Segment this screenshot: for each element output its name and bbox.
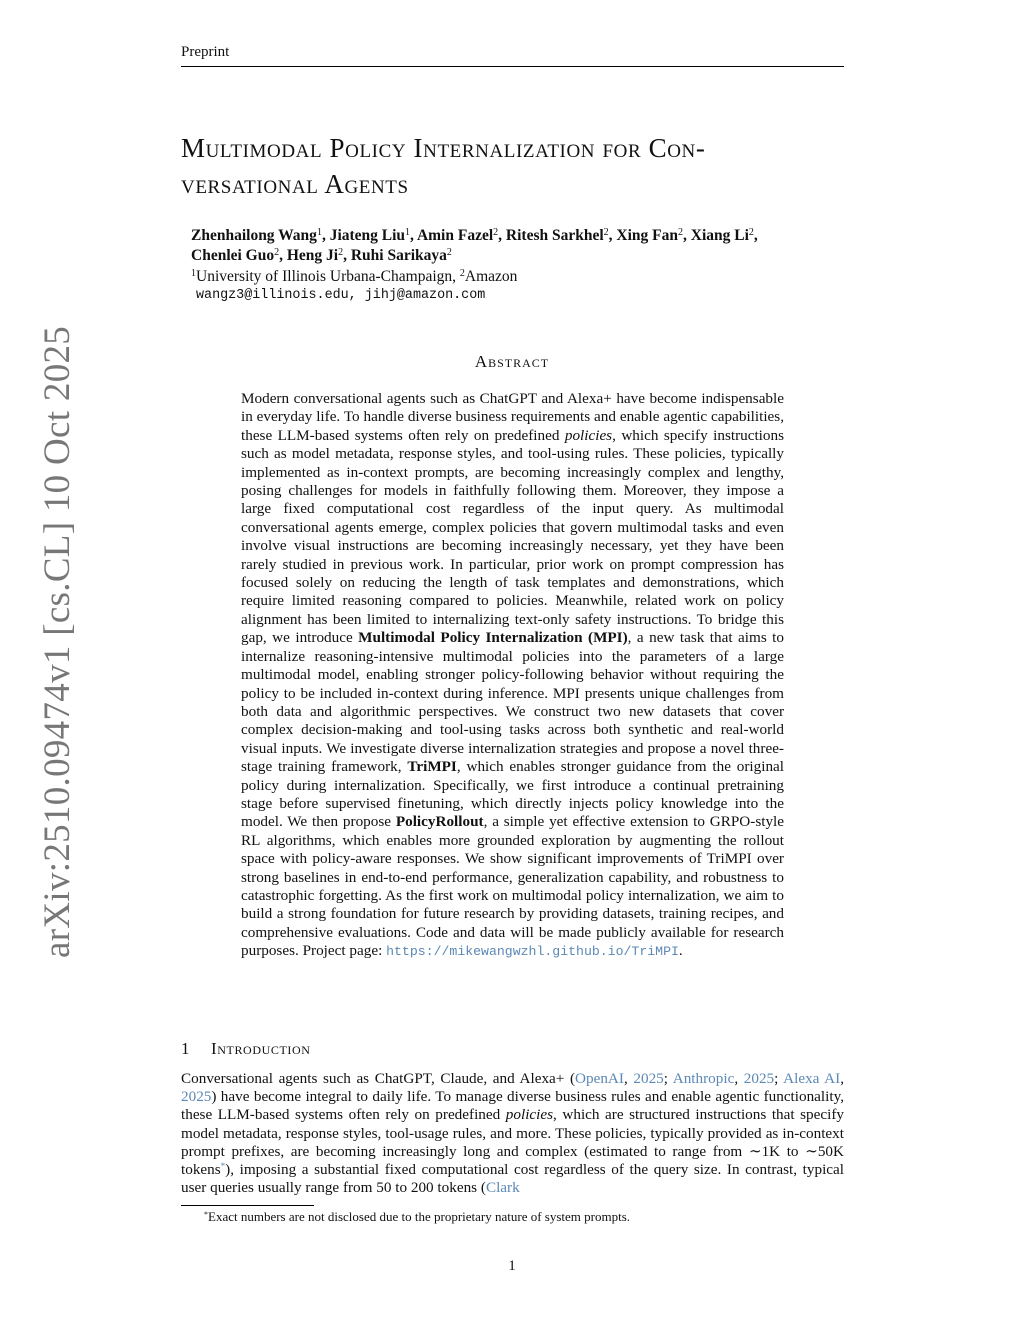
author: Xing Fan — [616, 227, 678, 244]
affiliation-mark: 2 — [748, 227, 754, 238]
footnote-mark: * — [204, 1210, 208, 1219]
trimpi-term: TriMPI — [407, 758, 457, 776]
footnote-text: Exact numbers are not disclosed due to the proprietary nature of system prompts. — [208, 1209, 631, 1224]
citation-link[interactable]: Alexa AI — [783, 1070, 841, 1087]
introduction-body — [181, 1070, 844, 1197]
affiliation-mark: 2 — [493, 227, 499, 238]
citation-link[interactable]: Anthropic — [672, 1070, 735, 1087]
abstract-text: , a new task that aims to internalize reasoning-intensive multimodal policies into the parameters of a large multimodal model, enabling stronger policy-following behavior without requiring the policy to be included in-context during inference. MPI presents unique challenges from both data and algorithmic perspectives. We construct two new datasets that cover complex decision-making and tool-using tasks across both synthetic and real-world visual inputs. We investigate diverse internalization strategies and propose a novel three-stage training framework, — [241, 629, 784, 776]
arxiv-identifier-stamp: arXiv:2510.09474v1 [cs.CL] 10 Oct 2025 — [37, 325, 78, 958]
citation-year-link[interactable]: 2025 — [181, 1088, 212, 1106]
section-title: Introduction — [211, 1039, 311, 1058]
abstract-text: Modern conversational agents such as ChatGPT and Alexa+ have become indispensable in everyday life. To handle diverse business requirements and enable agentic capabilities, these LLM-based systems often rely on predefined — [241, 390, 784, 444]
affiliation-mark: 2 — [603, 227, 609, 238]
affiliation-mark: 2 — [459, 268, 465, 279]
citation-link[interactable]: Clark — [485, 1179, 520, 1197]
header-rule — [181, 66, 844, 67]
affiliation-name: University of Illinois Urbana-Champaign — [196, 268, 453, 285]
author: Heng Ji — [286, 247, 339, 264]
abstract-text: , which specify instructions such as model metadata, response styles, and tool-using rules. These policies, typically implemented as in-context prompts, are becoming increasingly complex and lengthy, posing challenges for models in faithfully following them. Moreover, they impose a large fixed computational cost regardless of the input query. As multimodal conversational agents emerge, complex policies that govern multimodal tasks and even involve visual instructions are becoming increasingly necessary, yet they have been rarely studied in previous work. In particular, prior work on prompt compression has focused solely on reducing the length of task templates and demonstrations, which require limited reasoning compared to policies. Meanwhile, related work on policy alignment has been limited to internalizing text-only safety instructions. To bridge this gap, we introduce — [241, 426, 784, 647]
abstract-text: , which enables stronger guidance from the original policy during internalization. Specifically, we first introduce a continual pretraining stage before supervised finetuning, which directly injects policy knowledge into the model. We then propose — [241, 758, 784, 831]
running-header: Preprint — [181, 44, 230, 60]
affiliation-mark: 2 — [446, 247, 452, 258]
policies-emphasis: policies — [564, 426, 613, 444]
section-number: 1 — [181, 1039, 191, 1058]
author: Ritesh Sarkhel — [505, 227, 604, 244]
intro-text: ), imposing a substantial fixed computational cost regardless of the query size. In contrast, typical user queries usually range from 50 to 200 tokens ( — [181, 1161, 844, 1197]
title-line-2: versational Agents — [181, 169, 409, 199]
affiliation-mark: 2 — [274, 247, 280, 258]
affiliations: $^1$University of Illinois Urbana-Champaign, $^2$Amazon — [191, 268, 518, 285]
citation-year-link[interactable]: 2025 — [633, 1070, 664, 1087]
affiliation-name: Amazon — [464, 268, 518, 285]
author: Amin Fazel — [416, 227, 494, 244]
intro-text: , — [840, 1070, 845, 1087]
affiliation-mark: 1 — [191, 268, 196, 279]
intro-text: , — [734, 1070, 744, 1087]
author: Xiang Li — [690, 227, 749, 244]
author: Zhenhailong Wang — [191, 227, 317, 244]
intro-text: , — [623, 1070, 634, 1087]
footnote-marker-link[interactable]: * — [220, 1161, 226, 1172]
paper-title — [181, 130, 861, 202]
affiliation-mark: 1 — [316, 227, 322, 238]
author-emails: wangz3@illinois.edu, jihj@amazon.com — [196, 288, 486, 303]
title-line-1: Multimodal Policy Internalization for Con- — [181, 133, 706, 163]
intro-text: ; — [663, 1070, 673, 1087]
citation-year-link[interactable]: 2025 — [743, 1070, 775, 1087]
abstract-text: , a simple yet effective extension to GRPO-style RL algorithms, which enables more grounded exploration by augmenting the rollout space with policy-aware responses. We show significant improvements of TriMPI over strong baselines in end-to-end performance, generalization capability, and robustness to catastrophic forgetting. As the first work on multimodal policy internalization, we aim to build a strong foundation for future research by providing datasets, training recipes, and comprehensive evaluations. Code and data will be made publicly available for research purposes. Project page: — [241, 813, 785, 960]
abstract-body — [241, 390, 784, 962]
author-list: Zhenhailong Wang$^1$, Jiateng Liu$^1$, Amin Fazel$^2$, Ritesh Sarkhel$^2$, Xing Fan$^2$, Xiang Li$^2$, Chenlei Guo$^2$, Heng Ji$^2$, Ruhi Sarikaya$^2$ — [191, 227, 758, 264]
author: Jiateng Liu — [329, 227, 406, 244]
policies-emphasis: policies — [505, 1106, 554, 1124]
abstract-heading: Abstract — [474, 352, 550, 371]
policyrollout-term: PolicyRollout — [395, 813, 484, 831]
footnote — [204, 1209, 630, 1225]
abstract-text: . — [678, 942, 683, 960]
intro-text: Conversational agents such as ChatGPT, Claude, and Alexa+ ( — [181, 1070, 576, 1087]
affiliation-mark: 2 — [678, 227, 683, 238]
affiliation-mark: 2 — [338, 247, 344, 258]
citation-link[interactable]: OpenAI — [575, 1070, 624, 1087]
section-heading-introduction — [181, 1039, 311, 1059]
intro-text: , which are structured instructions that specify model metadata, response styles, tool-usage rules, and more. These policies, typically provided as in-context prompt prefixes, are becoming increasingly long and complex (estimated to range from ∼1K to ∼50K tokens — [181, 1106, 845, 1179]
author: Chenlei Guo — [191, 247, 275, 264]
affiliation-mark: 1 — [405, 227, 411, 238]
page-number: 1 — [508, 1258, 516, 1274]
author: Ruhi Sarikaya — [350, 247, 447, 264]
project-page-link[interactable]: https://mikewangwzhl.github.io/TriMPI — [386, 944, 679, 960]
intro-text: ) have become integral to daily life. To manage diverse business rules and enable agentic functionality, these LLM-based systems often rely on predefined — [181, 1088, 844, 1124]
intro-text: ; — [774, 1070, 784, 1087]
mpi-term: Multimodal Policy Internalization (MPI) — [358, 629, 628, 647]
footnote-rule — [181, 1205, 314, 1206]
